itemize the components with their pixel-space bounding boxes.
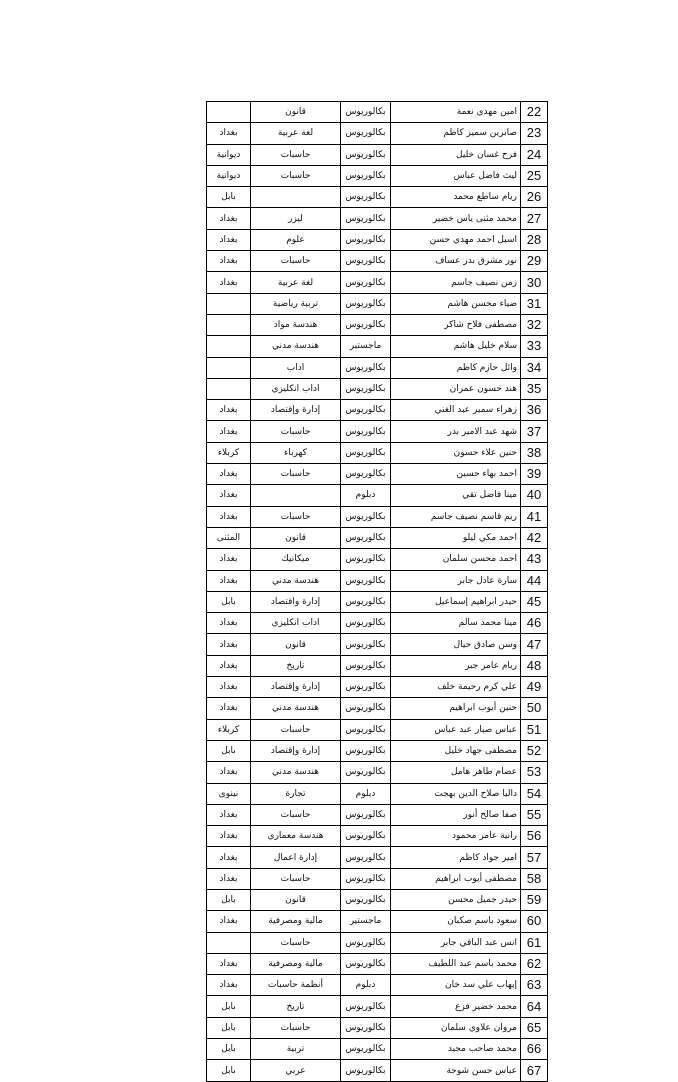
city-cell: بغداد	[207, 698, 251, 719]
specialization-cell: تجارة	[251, 783, 341, 804]
table-row	[207, 378, 548, 399]
row-number-cell: 28	[521, 229, 548, 250]
table-row	[207, 1039, 548, 1060]
row-number-cell: 23	[521, 123, 548, 144]
name-cell: ضياء محسن هاشم	[391, 293, 521, 314]
specialization-cell: إدارة اعمال	[251, 847, 341, 868]
name-cell: حيدر جميل محسن	[391, 889, 521, 910]
name-cell: سارة عادل جابر	[391, 570, 521, 591]
row-number-cell: 30	[521, 272, 548, 293]
city-cell: كربلاء	[207, 442, 251, 463]
table-row	[207, 1017, 548, 1038]
table-row	[207, 975, 548, 996]
specialization-cell: إدارة وإقتصاد	[251, 740, 341, 761]
table-row	[207, 442, 548, 463]
city-cell: بابل	[207, 740, 251, 761]
city-cell: بغداد	[207, 506, 251, 527]
table-row	[207, 996, 548, 1017]
row-number-cell: 64	[521, 996, 548, 1017]
applicants-table-body	[207, 102, 548, 1082]
specialization-cell: لغة عربية	[251, 123, 341, 144]
specialization-cell: اداب انكليزي	[251, 613, 341, 634]
degree-cell: بكالوريوس	[341, 1060, 391, 1081]
specialization-cell: هندسة مدني	[251, 336, 341, 357]
city-cell: بغداد	[207, 634, 251, 655]
degree-cell: بكالوريوس	[341, 719, 391, 740]
specialization-cell: قانون	[251, 527, 341, 548]
row-number-cell: 66	[521, 1039, 548, 1060]
table-row	[207, 953, 548, 974]
table-row	[207, 187, 548, 208]
city-cell: ديوانية	[207, 165, 251, 186]
degree-cell: بكالوريوس	[341, 251, 391, 272]
row-number-cell: 48	[521, 655, 548, 676]
specialization-cell: إدارة وإقتصاد	[251, 677, 341, 698]
degree-cell: بكالوريوس	[341, 421, 391, 442]
degree-cell: بكالوريوس	[341, 847, 391, 868]
city-cell: بغداد	[207, 549, 251, 570]
table-row	[207, 868, 548, 889]
specialization-cell: حاسبات	[251, 719, 341, 740]
degree-cell: بكالوريوس	[341, 144, 391, 165]
row-number-cell: 35	[521, 378, 548, 399]
specialization-cell: تاريخ	[251, 996, 341, 1017]
table-row	[207, 762, 548, 783]
row-number-cell: 63	[521, 975, 548, 996]
specialization-cell: قانون	[251, 102, 341, 123]
degree-cell: بكالوريوس	[341, 549, 391, 570]
specialization-cell: علوم	[251, 229, 341, 250]
city-cell: بغداد	[207, 464, 251, 485]
degree-cell: بكالوريوس	[341, 634, 391, 655]
table-row	[207, 314, 548, 335]
table-row	[207, 485, 548, 506]
table-row	[207, 783, 548, 804]
city-cell: بابل	[207, 591, 251, 612]
name-cell: عباس حسن شوجة	[391, 1060, 521, 1081]
city-cell: بغداد	[207, 655, 251, 676]
row-number-cell: 59	[521, 889, 548, 910]
specialization-cell: لغة عربية	[251, 272, 341, 293]
city-cell: بغداد	[207, 762, 251, 783]
specialization-cell: هندسة معماري	[251, 826, 341, 847]
name-cell: فرح غسان خليل	[391, 144, 521, 165]
name-cell: مصطفى جهاد خليل	[391, 740, 521, 761]
city-cell: بغداد	[207, 804, 251, 825]
specialization-cell: هندسة مدني	[251, 762, 341, 783]
row-number-cell: 42	[521, 527, 548, 548]
row-number-cell: 58	[521, 868, 548, 889]
degree-cell: ماجستير	[341, 911, 391, 932]
table-row	[207, 208, 548, 229]
name-cell: ريام ساطع محمد	[391, 187, 521, 208]
city-cell: بغداد	[207, 868, 251, 889]
name-cell: داليا صلاح الدين بهجت	[391, 783, 521, 804]
city-cell: بغداد	[207, 826, 251, 847]
row-number-cell: 47	[521, 634, 548, 655]
city-cell: بغداد	[207, 421, 251, 442]
row-number-cell: 24	[521, 144, 548, 165]
row-number-cell: 53	[521, 762, 548, 783]
table-row	[207, 527, 548, 548]
degree-cell: بكالوريوس	[341, 357, 391, 378]
name-cell: مروان علاوي سلمان	[391, 1017, 521, 1038]
city-cell	[207, 314, 251, 335]
name-cell: محمد مثنى ياس خضير	[391, 208, 521, 229]
name-cell: عصام طاهر هامل	[391, 762, 521, 783]
city-cell: ديوانية	[207, 144, 251, 165]
table-row	[207, 421, 548, 442]
name-cell: حيدر ابراهيم إسماعيل	[391, 591, 521, 612]
table-row	[207, 102, 548, 123]
name-cell: محمد باسم عبد اللطيف	[391, 953, 521, 974]
city-cell: نينوى	[207, 783, 251, 804]
table-row	[207, 229, 548, 250]
city-cell: بغداد	[207, 251, 251, 272]
name-cell: شهد عبد الامير بدر	[391, 421, 521, 442]
specialization-cell: حاسبات	[251, 1017, 341, 1038]
name-cell: مصطفى فلاح شاكر	[391, 314, 521, 335]
city-cell: بغداد	[207, 272, 251, 293]
degree-cell: بكالوريوس	[341, 293, 391, 314]
name-cell: سلام خليل هاشم	[391, 336, 521, 357]
specialization-cell: حاسبات	[251, 506, 341, 527]
specialization-cell: قانون	[251, 889, 341, 910]
name-cell: صابرين سمير كاظم	[391, 123, 521, 144]
specialization-cell: إدارة وإقتصاد	[251, 400, 341, 421]
degree-cell: بكالوريوس	[341, 804, 391, 825]
city-cell: كربلاء	[207, 719, 251, 740]
name-cell: محمد صاحب مجيد	[391, 1039, 521, 1060]
city-cell	[207, 378, 251, 399]
city-cell	[207, 293, 251, 314]
table-row	[207, 272, 548, 293]
name-cell: امين مهدي نعمة	[391, 102, 521, 123]
specialization-cell: ليزر	[251, 208, 341, 229]
row-number-cell: 37	[521, 421, 548, 442]
row-number-cell: 27	[521, 208, 548, 229]
name-cell: احمد بهاء حسين	[391, 464, 521, 485]
city-cell: المثنى	[207, 527, 251, 548]
degree-cell: بكالوريوس	[341, 889, 391, 910]
degree-cell: دبلوم	[341, 975, 391, 996]
specialization-cell: اداب انكليزي	[251, 378, 341, 399]
name-cell: رانية عامر محمود	[391, 826, 521, 847]
table-row	[207, 123, 548, 144]
city-cell: بابل	[207, 187, 251, 208]
name-cell: هند حسون عمران	[391, 378, 521, 399]
city-cell: بابل	[207, 1060, 251, 1081]
degree-cell: بكالوريوس	[341, 613, 391, 634]
table-row	[207, 357, 548, 378]
specialization-cell: قانون	[251, 634, 341, 655]
table-row	[207, 889, 548, 910]
degree-cell: بكالوريوس	[341, 591, 391, 612]
row-number-cell: 54	[521, 783, 548, 804]
row-number-cell: 65	[521, 1017, 548, 1038]
degree-cell: بكالوريوس	[341, 123, 391, 144]
table-row	[207, 336, 548, 357]
city-cell: بابل	[207, 1017, 251, 1038]
name-cell: زمن نصيف جاسم	[391, 272, 521, 293]
specialization-cell: اداب	[251, 357, 341, 378]
name-cell: وسن صادق حيال	[391, 634, 521, 655]
city-cell: بغداد	[207, 208, 251, 229]
row-number-cell: 41	[521, 506, 548, 527]
specialization-cell: حاسبات	[251, 804, 341, 825]
degree-cell: بكالوريوس	[341, 464, 391, 485]
table-row	[207, 655, 548, 676]
city-cell: بغداد	[207, 911, 251, 932]
table-row	[207, 719, 548, 740]
name-cell: حنين أيوب ابراهيم	[391, 698, 521, 719]
specialization-cell: هندسة مدني	[251, 570, 341, 591]
table-row	[207, 804, 548, 825]
row-number-cell: 22	[521, 102, 548, 123]
row-number-cell: 36	[521, 400, 548, 421]
degree-cell: بكالوريوس	[341, 272, 391, 293]
city-cell: بغداد	[207, 570, 251, 591]
name-cell: زهراء سمير عبد الغني	[391, 400, 521, 421]
degree-cell: بكالوريوس	[341, 314, 391, 335]
name-cell: امير جواد كاظم	[391, 847, 521, 868]
degree-cell: بكالوريوس	[341, 506, 391, 527]
row-number-cell: 38	[521, 442, 548, 463]
city-cell: بغداد	[207, 677, 251, 698]
degree-cell: بكالوريوس	[341, 932, 391, 953]
name-cell: احمد محسن سلمان	[391, 549, 521, 570]
degree-cell: بكالوريوس	[341, 187, 391, 208]
table-row	[207, 251, 548, 272]
name-cell: ليث فاضل عباس	[391, 165, 521, 186]
degree-cell: بكالوريوس	[341, 102, 391, 123]
degree-cell: ماجستير	[341, 336, 391, 357]
table-row	[207, 677, 548, 698]
table-row	[207, 911, 548, 932]
city-cell	[207, 102, 251, 123]
name-cell: وائل حازم كاظم	[391, 357, 521, 378]
degree-cell: بكالوريوس	[341, 677, 391, 698]
name-cell: عباس صبار عبد عباس	[391, 719, 521, 740]
degree-cell: بكالوريوس	[341, 208, 391, 229]
row-number-cell: 44	[521, 570, 548, 591]
degree-cell: بكالوريوس	[341, 527, 391, 548]
specialization-cell: حاسبات	[251, 144, 341, 165]
city-cell	[207, 336, 251, 357]
row-number-cell: 39	[521, 464, 548, 485]
specialization-cell: تربية رياضية	[251, 293, 341, 314]
degree-cell: بكالوريوس	[341, 868, 391, 889]
city-cell	[207, 932, 251, 953]
table-row	[207, 698, 548, 719]
name-cell: حنين علاء حسون	[391, 442, 521, 463]
row-number-cell: 56	[521, 826, 548, 847]
specialization-cell: تاريخ	[251, 655, 341, 676]
city-cell: بابل	[207, 1039, 251, 1060]
degree-cell: بكالوريوس	[341, 740, 391, 761]
table-row	[207, 165, 548, 186]
table-row	[207, 293, 548, 314]
row-number-cell: 60	[521, 911, 548, 932]
table-row	[207, 634, 548, 655]
city-cell: بابل	[207, 889, 251, 910]
row-number-cell: 67	[521, 1060, 548, 1081]
table-row	[207, 847, 548, 868]
row-number-cell: 31	[521, 293, 548, 314]
specialization-cell: أنظمة حاسبات	[251, 975, 341, 996]
row-number-cell: 33	[521, 336, 548, 357]
specialization-cell: حاسبات	[251, 868, 341, 889]
specialization-cell: إدارة واقتصاد	[251, 591, 341, 612]
name-cell: احمد مكي ليلو	[391, 527, 521, 548]
row-number-cell: 25	[521, 165, 548, 186]
specialization-cell: حاسبات	[251, 165, 341, 186]
name-cell: مصطفى أيوب ابراهيم	[391, 868, 521, 889]
city-cell: بابل	[207, 996, 251, 1017]
degree-cell: بكالوريوس	[341, 953, 391, 974]
row-number-cell: 34	[521, 357, 548, 378]
specialization-cell: تربية	[251, 1039, 341, 1060]
name-cell: صفا صالح أنور	[391, 804, 521, 825]
row-number-cell: 46	[521, 613, 548, 634]
city-cell: بغداد	[207, 953, 251, 974]
row-number-cell: 40	[521, 485, 548, 506]
name-cell: مينا فاضل تقي	[391, 485, 521, 506]
city-cell: بغداد	[207, 229, 251, 250]
table-row	[207, 400, 548, 421]
table-row	[207, 591, 548, 612]
name-cell: ريم قاسم نصيف جاسم	[391, 506, 521, 527]
table-row	[207, 549, 548, 570]
table-row	[207, 1060, 548, 1081]
row-number-cell: 57	[521, 847, 548, 868]
name-cell: إيهاب علي سد خان	[391, 975, 521, 996]
specialization-cell: هندسة مدني	[251, 698, 341, 719]
specialization-cell: مالية ومصرفية	[251, 953, 341, 974]
table-row	[207, 932, 548, 953]
row-number-cell: 32	[521, 314, 548, 335]
degree-cell: بكالوريوس	[341, 229, 391, 250]
city-cell: بغداد	[207, 613, 251, 634]
specialization-cell: حاسبات	[251, 464, 341, 485]
degree-cell: دبلوم	[341, 783, 391, 804]
name-cell: مينا محمد سالم	[391, 613, 521, 634]
city-cell: بغداد	[207, 400, 251, 421]
name-cell: ريام عامر جبر	[391, 655, 521, 676]
row-number-cell: 55	[521, 804, 548, 825]
name-cell: نور مشرق بدر عساف	[391, 251, 521, 272]
city-cell: بغداد	[207, 975, 251, 996]
city-cell: بغداد	[207, 847, 251, 868]
degree-cell: بكالوريوس	[341, 996, 391, 1017]
degree-cell: بكالوريوس	[341, 400, 391, 421]
specialization-cell: هندسة مواد	[251, 314, 341, 335]
row-number-cell: 51	[521, 719, 548, 740]
degree-cell: بكالوريوس	[341, 655, 391, 676]
degree-cell: بكالوريوس	[341, 570, 391, 591]
degree-cell: بكالوريوس	[341, 762, 391, 783]
name-cell: اسيل احمد مهدي حسن	[391, 229, 521, 250]
degree-cell: بكالوريوس	[341, 165, 391, 186]
row-number-cell: 45	[521, 591, 548, 612]
specialization-cell: عربي	[251, 1060, 341, 1081]
row-number-cell: 29	[521, 251, 548, 272]
table-row	[207, 740, 548, 761]
name-cell: علي كرم رحيمة خلف	[391, 677, 521, 698]
specialization-cell	[251, 485, 341, 506]
name-cell: انس عبد الباقي جابر	[391, 932, 521, 953]
name-cell: محمد خضير فزع	[391, 996, 521, 1017]
degree-cell: بكالوريوس	[341, 698, 391, 719]
specialization-cell: حاسبات	[251, 251, 341, 272]
degree-cell: بكالوريوس	[341, 442, 391, 463]
row-number-cell: 26	[521, 187, 548, 208]
row-number-cell: 50	[521, 698, 548, 719]
degree-cell: بكالوريوس	[341, 826, 391, 847]
city-cell: بغداد	[207, 485, 251, 506]
row-number-cell: 61	[521, 932, 548, 953]
specialization-cell: ميكانيك	[251, 549, 341, 570]
applicants-table	[206, 101, 548, 1082]
row-number-cell: 43	[521, 549, 548, 570]
degree-cell: بكالوريوس	[341, 378, 391, 399]
specialization-cell: مالية ومصرفية	[251, 911, 341, 932]
row-number-cell: 62	[521, 953, 548, 974]
specialization-cell	[251, 187, 341, 208]
degree-cell: دبلوم	[341, 485, 391, 506]
table-row	[207, 464, 548, 485]
row-number-cell: 52	[521, 740, 548, 761]
table-row	[207, 144, 548, 165]
name-cell: سعود باسم صكبان	[391, 911, 521, 932]
degree-cell: بكالوريوس	[341, 1017, 391, 1038]
table-row	[207, 826, 548, 847]
degree-cell: بكالوريوس	[341, 1039, 391, 1060]
row-number-cell: 49	[521, 677, 548, 698]
table-row	[207, 613, 548, 634]
table-row	[207, 506, 548, 527]
city-cell: بغداد	[207, 123, 251, 144]
table-row	[207, 570, 548, 591]
city-cell	[207, 357, 251, 378]
specialization-cell: حاسبات	[251, 421, 341, 442]
specialization-cell: حاسبات	[251, 932, 341, 953]
specialization-cell: كهرباء	[251, 442, 341, 463]
